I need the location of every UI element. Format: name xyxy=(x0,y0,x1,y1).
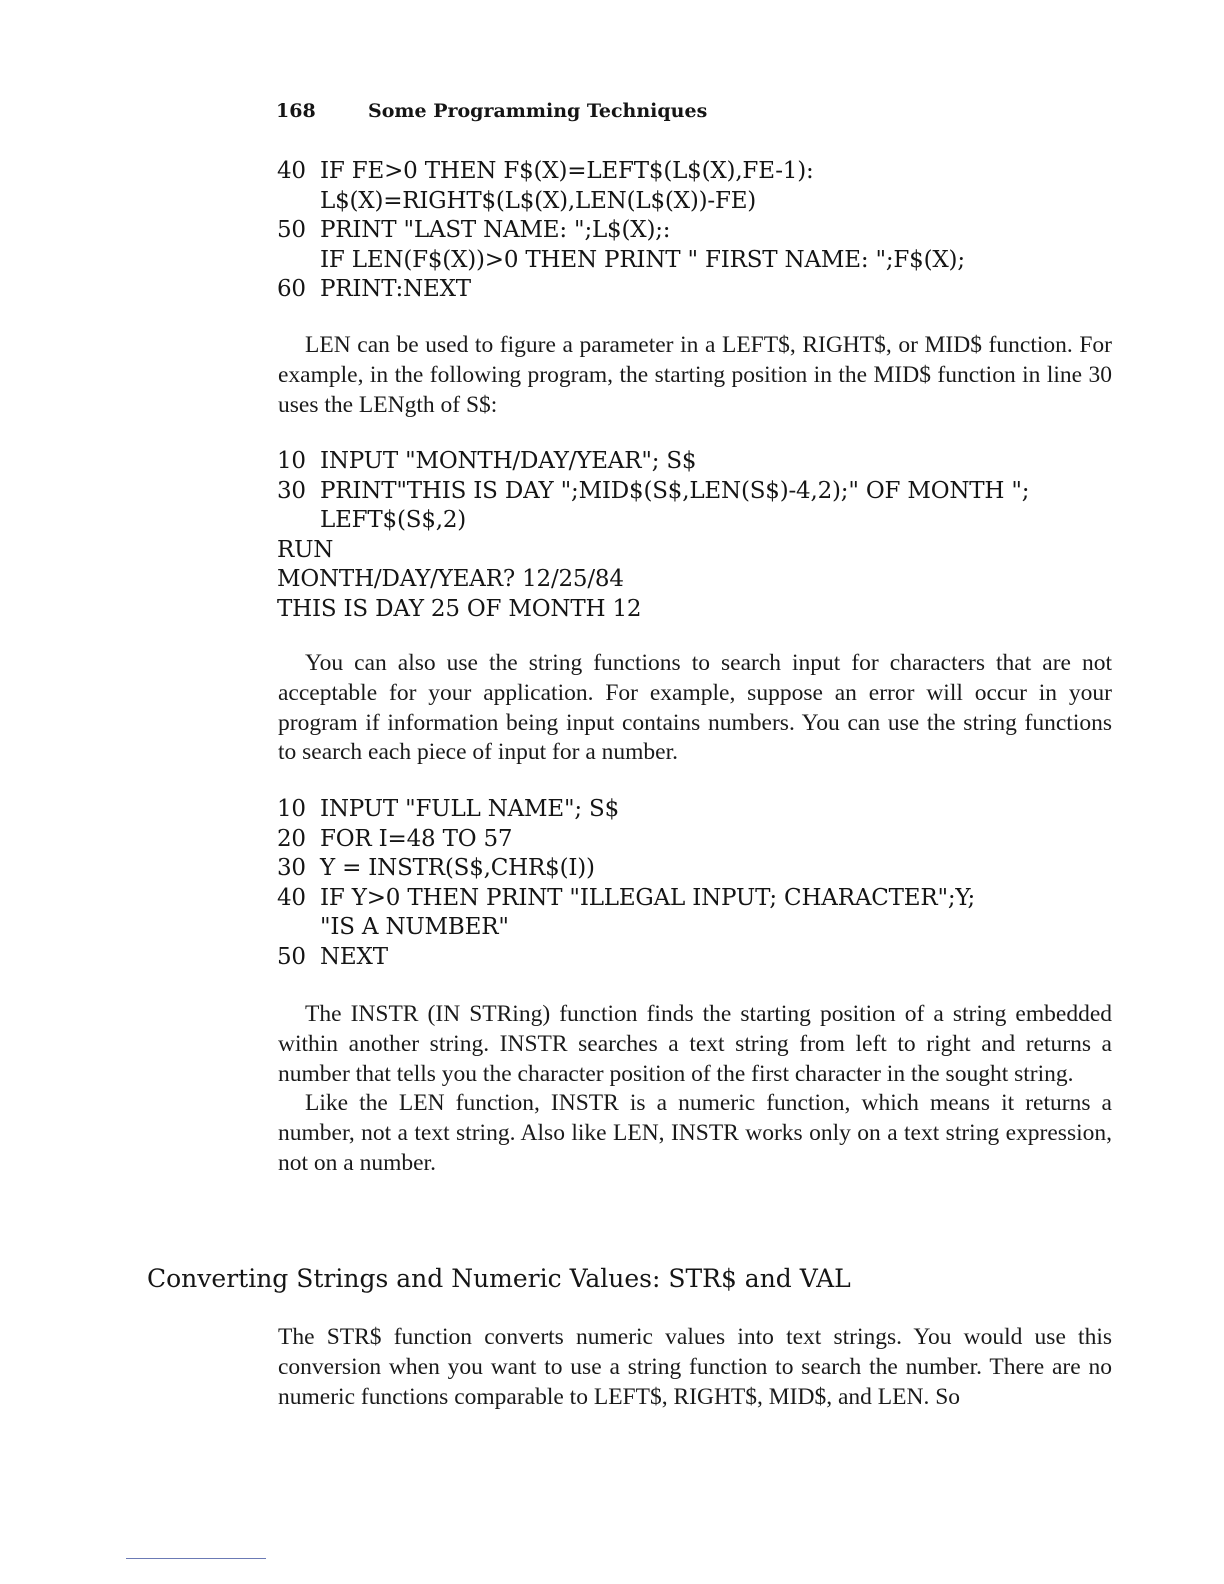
code-line xyxy=(277,595,1029,625)
code-block-date xyxy=(277,447,1029,624)
code-line xyxy=(277,795,975,825)
code-line xyxy=(277,506,1029,536)
code-text: "IS A NUMBER" xyxy=(320,914,509,940)
code-text: LEFT$(S$,2) xyxy=(320,507,467,533)
code-text: IF Y>0 THEN PRINT "ILLEGAL INPUT; CHARACTER";Y; xyxy=(320,884,976,911)
code-text: MONTH/DAY/YEAR? 12/25/84 xyxy=(277,566,624,592)
code-line xyxy=(277,943,975,973)
code-text: PRINT "LAST NAME: ";L$(X);: xyxy=(320,217,671,243)
code-line xyxy=(277,447,1029,477)
line-number: 50 xyxy=(277,943,306,970)
code-line xyxy=(277,477,1029,507)
code-line xyxy=(277,565,1029,595)
line-number: 50 xyxy=(277,217,306,243)
paragraph: You can also use the string functions to search input for characters that are not acceptable for your application. For example, suppose an error will occur in your program if information being input contains numbers. You can use the string functions to search each piece of input for a number. xyxy=(278,650,1112,766)
code-block-instr xyxy=(277,795,975,972)
paragraph-str-function xyxy=(278,1323,1112,1412)
code-text: THIS IS DAY 25 OF MONTH 12 xyxy=(277,595,642,622)
line-number: 60 xyxy=(277,276,306,302)
code-line xyxy=(277,246,965,276)
line-number: 20 xyxy=(277,825,306,852)
line-number: 10 xyxy=(277,796,306,822)
line-number: 30 xyxy=(277,855,306,881)
code-text: PRINT"THIS IS DAY ";MID$(S$,LEN(S$)-4,2);" OF MONTH "; xyxy=(320,477,1030,504)
code-text: FOR I=48 TO 57 xyxy=(320,825,513,852)
code-line xyxy=(277,216,965,246)
code-line xyxy=(277,275,965,305)
code-line xyxy=(277,536,1029,566)
code-text: Y = INSTR(S$,CHR$(I)) xyxy=(320,855,595,881)
code-text: RUN xyxy=(277,536,334,563)
code-line xyxy=(277,187,965,217)
code-block-name-parse xyxy=(277,157,965,305)
paragraph: LEN can be used to figure a parameter in a LEFT$, RIGHT$, or MID$ function. For example, in the following program, the starting position in the MID$ function in line 30 uses the LENgth of S$: xyxy=(278,332,1112,418)
code-line xyxy=(277,825,975,855)
paragraph-search-input xyxy=(278,649,1112,768)
chapter-title: Some Programming Techniques xyxy=(368,100,708,122)
code-text: INPUT "FULL NAME"; S$ xyxy=(320,796,620,822)
paragraph-instr-explanation xyxy=(278,1000,1112,1179)
paragraph: The STR$ function converts numeric values into text strings. You would use this conversion when you want to use a string function to search the number. There are no numeric functions comparable to LEFT$, RIGHT$, MID$, and LEN. So xyxy=(278,1324,1112,1410)
section-heading: Converting Strings and Numeric Values: STR$ and VAL xyxy=(147,1264,851,1293)
paragraph: The INSTR (IN STRing) function finds the starting position of a string embedded within another string. INSTR searches a text string from left to right and returns a number that tells you the character position of the first character in the sought string. xyxy=(278,1001,1112,1087)
footer-rule xyxy=(126,1558,266,1559)
code-text: PRINT:NEXT xyxy=(320,276,471,302)
line-number: 40 xyxy=(277,158,306,184)
code-text: NEXT xyxy=(320,943,388,970)
code-line xyxy=(277,157,965,187)
line-number: 30 xyxy=(277,477,306,504)
code-line xyxy=(277,913,975,943)
running-header xyxy=(276,100,707,122)
code-line xyxy=(277,884,975,914)
page-number: 168 xyxy=(276,100,316,122)
code-text: IF FE>0 THEN F$(X)=LEFT$(L$(X),FE-1): xyxy=(320,158,814,184)
paragraph-len-parameter xyxy=(278,331,1112,420)
code-line xyxy=(277,854,975,884)
code-text: IF LEN(F$(X))>0 THEN PRINT " FIRST NAME: ";F$(X); xyxy=(320,246,965,273)
code-text: INPUT "MONTH/DAY/YEAR"; S$ xyxy=(320,448,697,474)
line-number: 10 xyxy=(277,448,306,474)
paragraph: Like the LEN function, INSTR is a numeric function, which means it returns a number, not a text string. Also like LEN, INSTR works only on a text string expression, not on a number. xyxy=(278,1090,1112,1176)
line-number: 40 xyxy=(277,884,306,911)
code-text: L$(X)=RIGHT$(L$(X),LEN(L$(X))-FE) xyxy=(320,187,757,214)
